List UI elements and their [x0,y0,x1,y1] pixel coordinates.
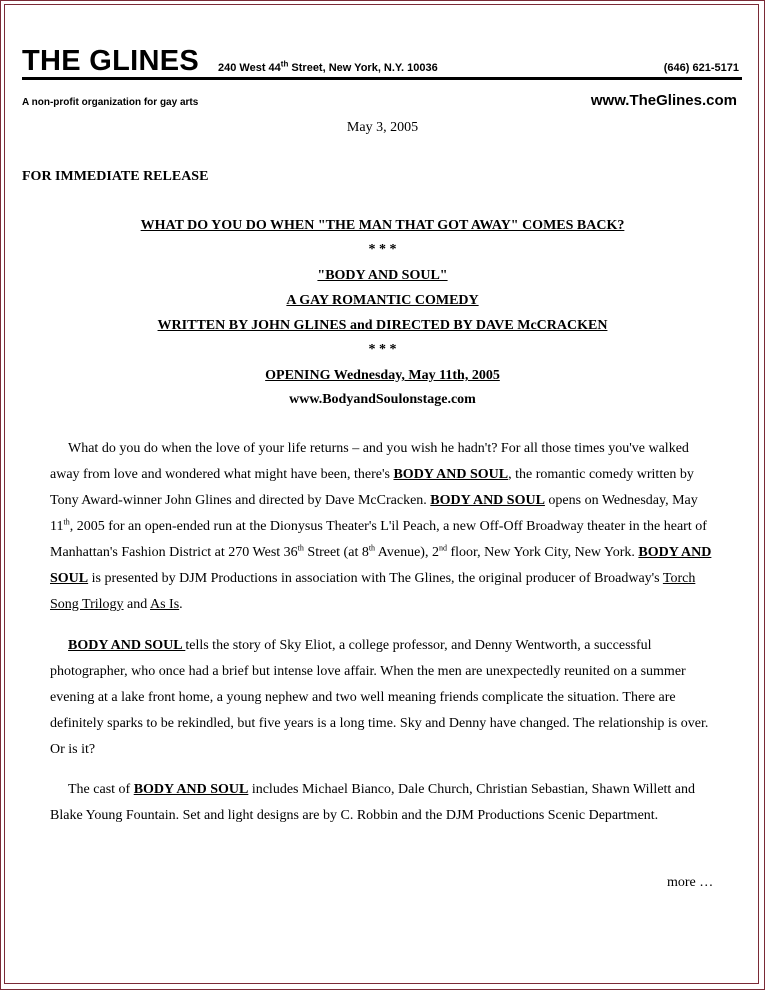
paragraph-cast: The cast of BODY AND SOUL includes Michael Bianco, Dale Church, Christian Sebastian, Shawn Willett and Blake Young Fountain. Set and light designs are by C. Robbin and the DJM Productions Scenic Department. [50,782,696,823]
headline-title: "BODY AND SOUL" [317,268,448,283]
separator-stars: * * * [368,342,397,357]
release-date: May 3, 2005 [346,120,419,135]
paragraph-story: BODY AND SOUL tells the story of Sky Eliot, a college professor, and Denny Wentworth, a successful photographer, who once had a brief but intense love affair. When the men are unexpectedly reunited on a summer evening at a lake front home, a young nephew and two well meaning friends complicate the situation. There are definitely sparks to be rekindled, but five years is a long time. Sky and Denny have changed. The relationship is over. Or is it? [50,638,709,757]
org-website: www.TheGlines.com [590,92,737,109]
separator-stars: * * * [368,242,397,257]
org-name: THE GLINES [22,45,200,77]
headline-subtitle: A GAY ROMANTIC COMEDY [286,293,479,308]
more-continuation: more … [667,875,714,890]
org-tagline: A non-profit organization for gay arts [22,97,199,108]
header-rule [22,77,742,80]
headline-opening: OPENING Wednesday, May 11th, 2005 [265,368,500,383]
paragraph-intro: What do you do when the love of your life returns – and you wish he hadn't? For all those times you've walked away from love and wondered what might have been, there's BODY AND SOUL, the romantic comedy written by Tony Award-winner John Glines and directed by Dave McCracken. BODY AND SOUL opens on Wednesday, May 11th, 2005 for an open-ended run at the Dionysus Theater's L'il Peach, a new Off-Off Broadway theater in the heart of Manhattan's Fashion District at 270 West 36th Street (at 8th Avenue), 2nd floor, New York City, New York. BODY AND SOUL is presented by DJM Productions in association with The Glines, the original producer of Broadway's Torch Song Trilogy and As Is. [50,441,712,612]
org-address: 240 West 44th Street, New York, N.Y. 10036 [218,59,438,74]
headline-credits: WRITTEN BY JOHN GLINES and DIRECTED BY DAVE McCRACKEN [157,318,608,333]
release-label: FOR IMMEDIATE RELEASE [22,169,209,184]
headline-site: www.BodyandSoulonstage.com [289,392,476,407]
org-phone: (646) 621-5171 [663,62,739,74]
headline-question: WHAT DO YOU DO WHEN "THE MAN THAT GOT AWAY" COMES BACK? [140,218,625,233]
